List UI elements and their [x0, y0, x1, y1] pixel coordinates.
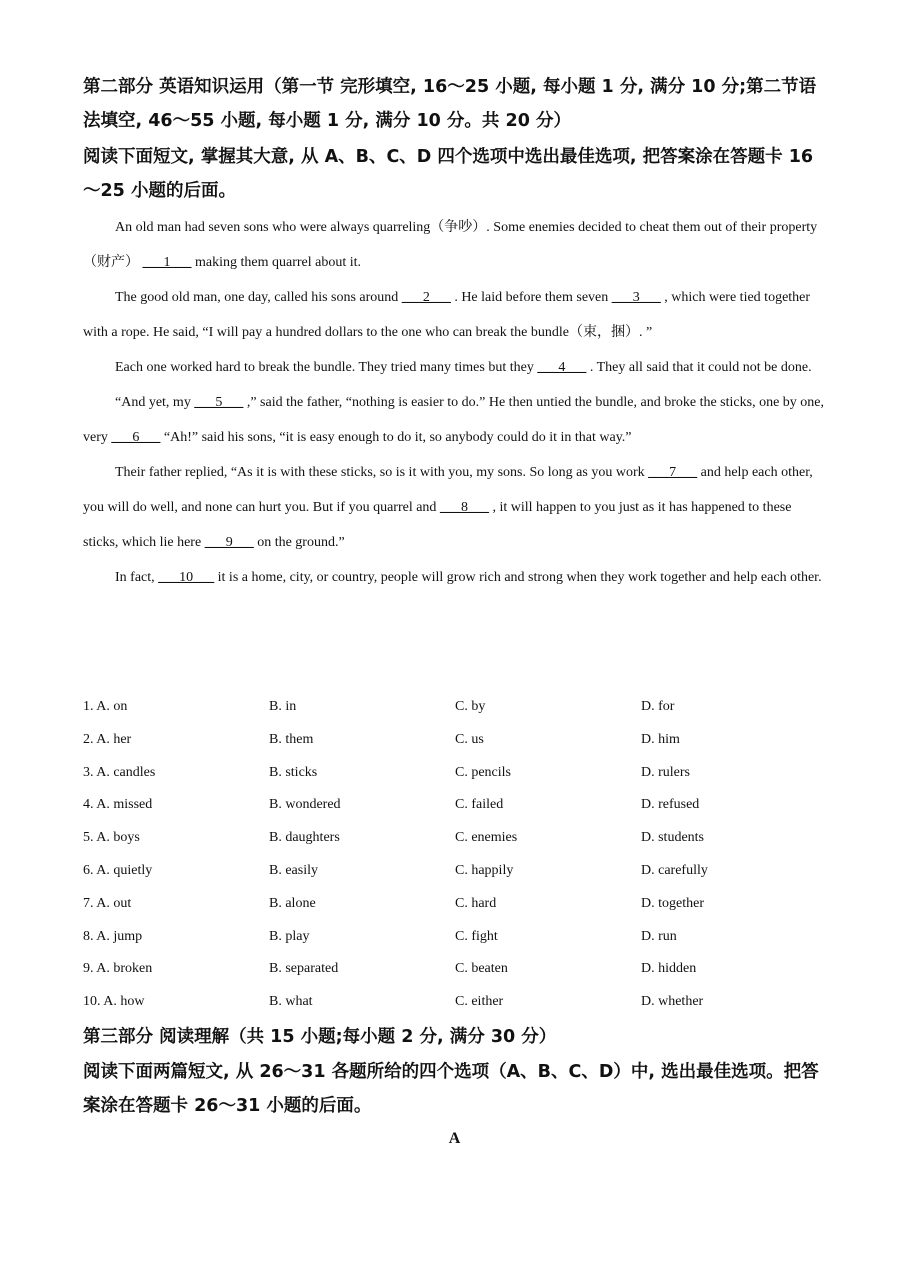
option-choice: C. failed: [455, 797, 504, 813]
option-choice: D. rulers: [641, 764, 690, 780]
passage-paragraph: [83, 280, 828, 350]
option-choice: 1. A. on: [83, 699, 128, 714]
option-choice: D. for: [641, 699, 675, 714]
passage-paragraph: [83, 385, 828, 455]
option-choice: D. students: [641, 830, 704, 846]
passage-text: Their father replied, “As it is with these sticks, so is it with you, my sons. So long as you work: [115, 465, 649, 480]
passage-text: An old man had seven sons who were always quarreling（争吵）. Some enemies decided to cheat them out of their property（财产）: [83, 220, 818, 270]
option-choice: B. play: [269, 928, 310, 944]
option-row: [83, 855, 828, 888]
part2-instruction: 阅读下面短文, 掌握其大意, 从 A、B、C、D 四个选项中选出最佳选项, 把答案涂在答题卡 16～25 小题的后面。: [83, 147, 814, 201]
answer-blank: ___1___: [142, 255, 192, 270]
option-row: [83, 691, 828, 724]
option-choice: D. refused: [641, 797, 700, 813]
option-choice: 2. A. her: [83, 731, 132, 747]
option-choice: 7. A. out: [83, 895, 132, 911]
option-choice: 9. A. broken: [83, 961, 153, 977]
option-choice: B. in: [269, 699, 297, 714]
option-choice: C. pencils: [455, 764, 511, 780]
passage-paragraph: [83, 210, 828, 280]
option-choice: C. happily: [455, 862, 514, 878]
answer-blank: ___6___: [111, 430, 161, 445]
answer-blank: ___10___: [158, 570, 215, 585]
option-choice: B. daughters: [269, 830, 340, 846]
passage-paragraph: [83, 455, 828, 560]
options-table: [83, 691, 828, 1019]
passage-text: The good old man, one day, called his sons around: [115, 290, 402, 305]
option-choice: C. either: [455, 994, 504, 1010]
passage-paragraph: [83, 560, 828, 595]
passage-paragraph: [83, 350, 828, 385]
passage-text: . They all said that it could not be done.: [586, 360, 812, 375]
passage-text: “And yet, my: [115, 395, 195, 410]
passage-text: on the ground.”: [253, 535, 345, 550]
passage-text: Each one worked hard to break the bundle. They tried many times but they: [115, 360, 538, 375]
option-choice: D. whether: [641, 994, 704, 1010]
option-row: [83, 757, 828, 790]
option-row: [83, 888, 828, 921]
option-choice: 6. A. quietly: [83, 862, 153, 878]
passage-text: and help each other, you will do well, and none can hurt you. But if you quarrel and: [83, 465, 813, 515]
passage-text: , which were tied together with a rope. He said, “I will pay a hundred dollars to the one who can break the bundle（束，捆）. ”: [83, 290, 811, 340]
option-choice: B. sticks: [269, 764, 318, 780]
option-choice: 4. A. missed: [83, 797, 153, 813]
option-choice: C. fight: [455, 928, 498, 944]
option-row: [83, 724, 828, 757]
option-choice: D. hidden: [641, 961, 697, 977]
option-choice: 5. A. boys: [83, 830, 140, 846]
option-choice: 10. A. how: [83, 994, 145, 1010]
passage-text: making them quarrel about it.: [191, 255, 362, 270]
answer-blank: ___3___: [611, 290, 661, 305]
option-choice: D. run: [641, 928, 677, 944]
option-choice: C. beaten: [455, 961, 508, 977]
option-row: [83, 789, 828, 822]
option-choice: 3. A. candles: [83, 764, 156, 780]
section-label: A: [448, 1130, 461, 1147]
answer-blank: ___4___: [537, 360, 587, 375]
option-choice: B. wondered: [269, 797, 341, 813]
option-choice: B. alone: [269, 895, 316, 911]
option-row: [83, 953, 828, 986]
passage-text: In fact,: [115, 570, 159, 585]
option-choice: B. what: [269, 994, 313, 1010]
option-choice: B. separated: [269, 961, 339, 977]
part3-title: 第三部分 阅读理解（共 15 小题;每小题 2 分, 满分 30 分）: [83, 1027, 557, 1047]
option-choice: C. us: [455, 731, 484, 747]
option-row: [83, 822, 828, 855]
option-choice: D. together: [641, 895, 704, 911]
option-choice: C. enemies: [455, 830, 518, 846]
answer-blank: ___2___: [401, 290, 451, 305]
part2-title: 第二部分 英语知识运用（第一节 完形填空, 16～25 小题, 每小题 1 分, 满分 10 分;第二节语法填空, 46～55 小题, 每小题 1 分, 满分 10 分。共 20 分）: [83, 77, 817, 131]
answer-blank: ___8___: [439, 500, 489, 515]
passage-text: , it will happen to you just as it has happened to these sticks, which lie here: [83, 500, 792, 550]
answer-blank: ___5___: [194, 395, 244, 410]
passage-text: “Ah!” said his sons, “it is easy enough to do it, so anybody could do it in that way.”: [160, 430, 632, 445]
passage-text: . He laid before them seven: [450, 290, 612, 305]
option-choice: 8. A. jump: [83, 928, 143, 944]
option-choice: C. by: [455, 699, 486, 714]
option-choice: D. him: [641, 731, 680, 747]
option-row: [83, 986, 828, 1019]
option-choice: B. them: [269, 731, 314, 747]
passage-text: it is a home, city, or country, people will grow rich and strong when they work together and help each other.: [214, 570, 822, 585]
option-choice: C. hard: [455, 895, 497, 911]
passage-text: ,” said the father, “nothing is easier to do.” He then untied the bundle, and broke the sticks, one by one, very: [83, 395, 824, 445]
option-choice: D. carefully: [641, 862, 708, 878]
part3-instruction: 阅读下面两篇短文, 从 26～31 各题所给的四个选项（A、B、C、D）中, 选出最佳选项。把答案涂在答题卡 26～31 小题的后面。: [83, 1062, 819, 1116]
answer-blank: ___7___: [648, 465, 698, 480]
cloze-passage: [83, 210, 828, 595]
option-choice: B. easily: [269, 862, 318, 878]
answer-blank: ___9___: [204, 535, 254, 550]
option-row: [83, 921, 828, 954]
